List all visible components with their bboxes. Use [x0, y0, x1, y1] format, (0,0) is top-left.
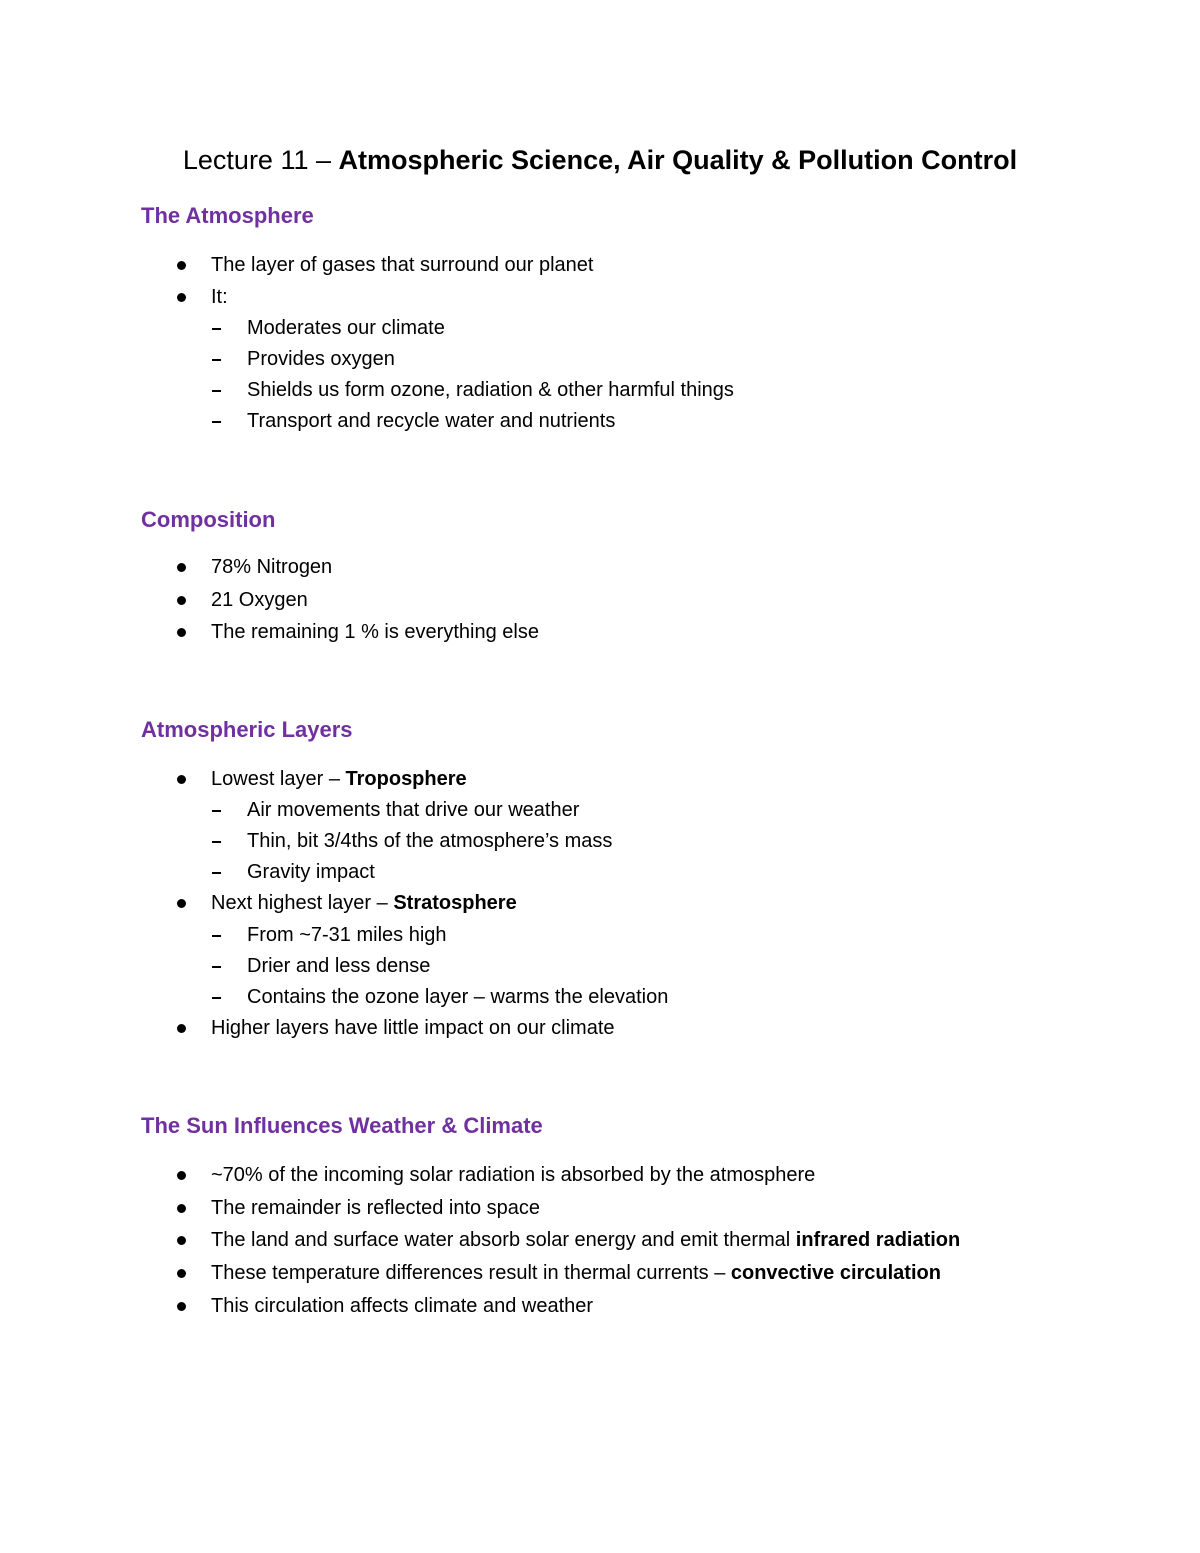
list-item-text: This circulation affects climate and weather: [211, 1295, 594, 1317]
list-item-bold: convective circulation: [730, 1262, 941, 1284]
list-subitem-text: Shields us form ozone, radiation & other harmful things: [247, 379, 734, 401]
list-subitem-text: Gravity impact: [247, 861, 375, 883]
bullet-icon: [177, 596, 186, 605]
bullet-icon: [177, 1236, 186, 1245]
bullet-icon: [177, 293, 186, 302]
list-item-text: ~70% of the incoming solar radiation is absorbed by the atmosphere: [211, 1164, 816, 1186]
bullet-icon: [177, 1204, 186, 1213]
list-subitem-text: Air movements that drive our weather: [247, 799, 580, 821]
list-item-bold: Stratosphere: [393, 892, 517, 914]
list-item-plain: Lowest layer –: [211, 768, 346, 790]
section-heading-atmosphere: The Atmosphere: [141, 203, 314, 228]
list-item-plain: Next highest layer –: [211, 892, 394, 914]
list-item-plain: The land and surface water absorb solar energy and emit thermal: [211, 1229, 796, 1251]
list-item-text: Higher layers have little impact on our climate: [211, 1017, 615, 1039]
dash-icon: [212, 421, 221, 423]
bullet-icon: [177, 775, 186, 784]
list-item-text: [211, 1258, 941, 1289]
title-prefix: Lecture 11 –: [182, 145, 339, 175]
title-bold: Atmospheric Science, Air Quality & Pollution Control: [338, 145, 1018, 175]
list-item-text: [211, 1225, 960, 1256]
list-subitem-text: Moderates our climate: [247, 317, 445, 339]
list-subitem-text: Thin, bit 3/4ths of the atmosphere’s mass: [247, 830, 613, 852]
page-title: [0, 140, 1200, 180]
bullet-icon: [177, 563, 186, 572]
bullet-icon: [177, 628, 186, 637]
bullet-icon: [177, 1024, 186, 1033]
dash-icon: [212, 810, 221, 812]
list-item-bold: infrared radiation: [795, 1229, 961, 1251]
bullet-icon: [177, 261, 186, 270]
list-subitem-text: Provides oxygen: [247, 348, 395, 370]
bullet-icon: [177, 1302, 186, 1311]
list-item-text: 21 Oxygen: [211, 589, 308, 611]
dash-icon: [212, 841, 221, 843]
list-item-plain: These temperature differences result in thermal currents –: [211, 1262, 731, 1284]
list-item-text: The remaining 1 % is everything else: [211, 621, 539, 643]
list-subitem-text: Drier and less dense: [247, 955, 431, 977]
dash-icon: [212, 390, 221, 392]
list-subitem-text: Contains the ozone layer – warms the elevation: [247, 986, 669, 1008]
dash-icon: [212, 359, 221, 361]
dash-icon: [212, 328, 221, 330]
list-item-text: The layer of gases that surround our planet: [211, 254, 594, 276]
bullet-icon: [177, 1171, 186, 1180]
dash-icon: [212, 997, 221, 999]
bullet-icon: [177, 1269, 186, 1278]
list-subitem-text: Transport and recycle water and nutrients: [247, 410, 616, 432]
dash-icon: [212, 966, 221, 968]
dash-icon: [212, 935, 221, 937]
list-item-text: [211, 888, 517, 919]
section-heading-sun-influences: The Sun Influences Weather & Climate: [141, 1113, 543, 1138]
list-subitem-text: From ~7-31 miles high: [247, 924, 447, 946]
dash-icon: [212, 872, 221, 874]
section-heading-composition: Composition: [141, 507, 276, 532]
list-item-bold: Troposphere: [345, 768, 467, 790]
list-item-text: It:: [211, 286, 228, 308]
list-item-text: [211, 764, 467, 795]
list-item-text: 78% Nitrogen: [211, 556, 333, 578]
bullet-icon: [177, 899, 186, 908]
list-item-text: The remainder is reflected into space: [211, 1197, 541, 1219]
section-heading-atmospheric-layers: Atmospheric Layers: [141, 717, 353, 742]
